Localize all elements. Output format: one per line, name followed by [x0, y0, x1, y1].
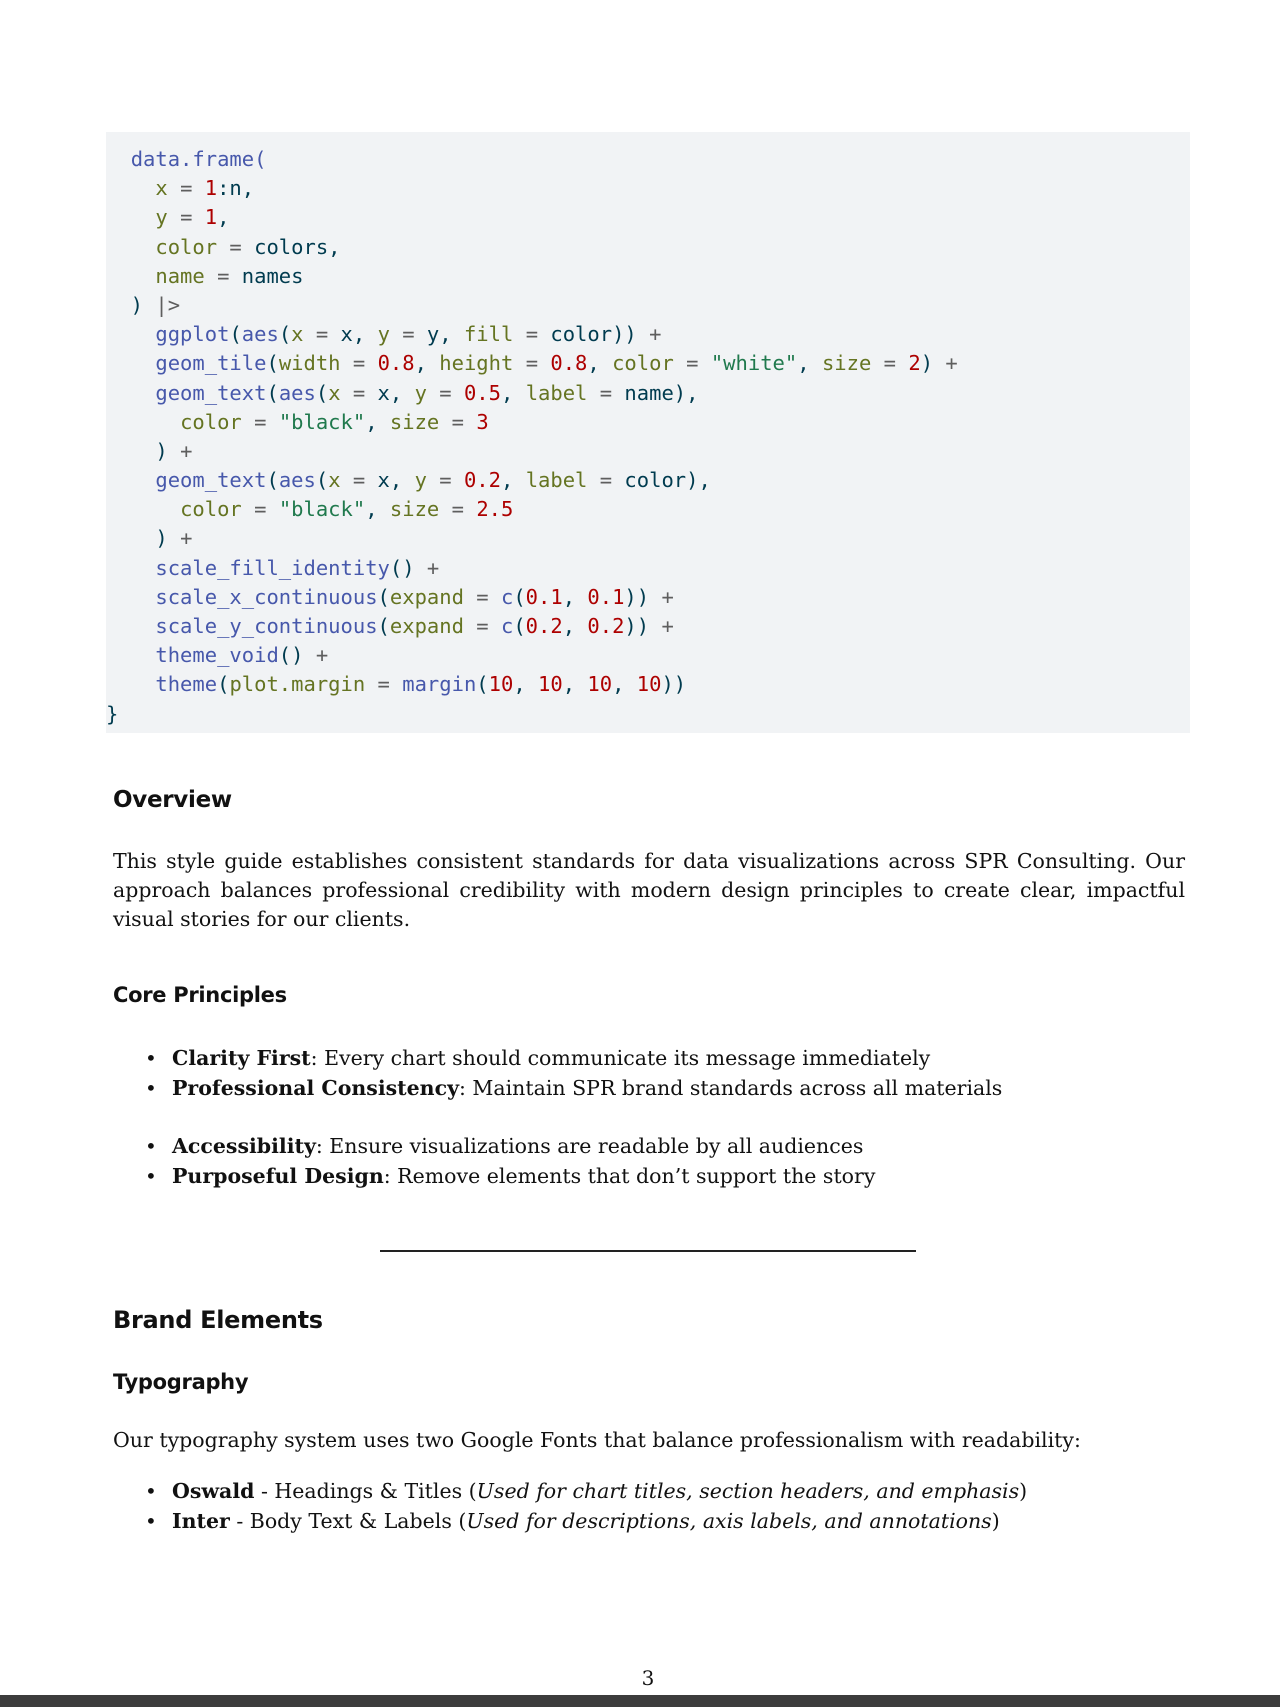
code-token: color),	[612, 468, 711, 493]
code-token: (	[513, 614, 526, 638]
code-token	[106, 614, 155, 638]
code-token: x	[328, 380, 353, 405]
code-token: color	[612, 351, 687, 376]
code-token: |>	[155, 292, 181, 317]
code-token	[106, 410, 180, 434]
code-token: expand	[389, 584, 477, 609]
font-name: Inter	[172, 1508, 230, 1533]
code-token: aes	[278, 468, 316, 493]
code-token: +	[649, 322, 662, 347]
page-number: 3	[641, 1666, 655, 1690]
code-token: ,	[414, 351, 440, 376]
code-token: geom_tile	[155, 351, 267, 376]
list-item	[145, 1132, 1185, 1162]
code-token: =	[451, 409, 464, 434]
list-item	[145, 1162, 1185, 1192]
code-token: y,	[414, 322, 464, 347]
code-token: c	[500, 614, 514, 638]
font-usage: Used for chart titles, section headers, and emphasis	[476, 1479, 1020, 1503]
bullet: •	[145, 1163, 157, 1188]
core-principles-heading: Core Principles	[113, 983, 287, 1007]
font-role: - Body Text & Labels (	[229, 1508, 467, 1533]
code-token: (	[266, 468, 279, 493]
code-token	[106, 468, 155, 492]
typography-heading: Typography	[113, 1370, 249, 1394]
code-token: scale_x_continuous	[155, 584, 378, 609]
code-block	[106, 132, 1190, 733]
code-token: geom_text	[155, 468, 267, 493]
code-token: +	[315, 643, 329, 668]
code-token	[489, 585, 501, 609]
code-token: +	[426, 555, 440, 580]
code-token: scale_y_continuous	[155, 614, 378, 638]
code-token: 3	[476, 409, 489, 434]
brand-elements-heading: Brand Elements	[113, 1306, 323, 1334]
code-token: :n,	[217, 176, 255, 201]
code-token: +	[180, 526, 193, 551]
code-line	[106, 583, 958, 612]
code-token: (	[513, 584, 526, 609]
code-token: =	[180, 205, 193, 230]
code-token: x	[106, 176, 181, 201]
code-token: =	[352, 351, 366, 376]
font-role: - Headings & Titles (	[254, 1479, 477, 1503]
code-token: )	[920, 351, 946, 376]
code-token	[452, 381, 464, 405]
code-token: =	[217, 263, 230, 288]
code-line	[106, 379, 958, 408]
code-token: 0.8	[377, 351, 415, 376]
code-line	[106, 145, 958, 174]
bullet: •	[145, 1046, 157, 1070]
code-token: +	[661, 614, 674, 638]
code-token	[699, 351, 711, 375]
principle-description: : Maintain SPR brand standards across all materials	[458, 1075, 1003, 1100]
code-token: y	[414, 380, 440, 405]
code-token: =	[476, 614, 489, 638]
code-token: ()	[278, 643, 316, 668]
code-line	[106, 408, 958, 437]
code-token: )	[106, 292, 156, 317]
code-token: (	[229, 322, 242, 347]
code-token: ,	[587, 351, 613, 376]
code-token: ggplot	[155, 322, 230, 347]
code-token	[106, 351, 155, 375]
list-item	[145, 1477, 1185, 1507]
code-line	[106, 320, 958, 349]
code-token: scale_fill_identity	[155, 555, 390, 580]
code-token: label	[525, 380, 600, 405]
code-token: names	[229, 263, 304, 288]
code-token: ,	[513, 672, 539, 697]
code-token: ,	[562, 584, 588, 609]
code-token: 10	[636, 672, 662, 697]
code-token: fill	[463, 322, 526, 347]
principle-term: Purposeful Design	[172, 1163, 384, 1188]
code-token: 10	[587, 672, 613, 697]
code-line	[106, 612, 958, 641]
code-token: size	[821, 351, 884, 376]
code-token	[452, 468, 464, 492]
code-token: x	[291, 322, 316, 347]
code-token	[192, 176, 204, 200]
code-token: ))	[661, 672, 687, 697]
code-token: expand	[389, 614, 477, 638]
code-token: ,	[562, 672, 588, 697]
code-token: =	[439, 380, 452, 405]
code-line	[106, 291, 958, 320]
code-token: =	[229, 234, 242, 259]
code-line	[106, 233, 958, 262]
code-token: =	[352, 380, 366, 405]
principle-term: Accessibility	[172, 1134, 316, 1158]
principle-term: Professional Consistency	[172, 1075, 459, 1100]
code-token: (	[377, 584, 390, 609]
code-token: =	[686, 351, 699, 376]
code-token: (	[476, 672, 489, 697]
font-name: Oswald	[172, 1479, 255, 1503]
code-token: x	[328, 468, 353, 493]
code-token: ,	[217, 205, 230, 230]
code-token	[489, 614, 501, 638]
viewer-bottom-bar	[0, 1695, 1280, 1707]
code-token: (	[266, 351, 279, 376]
code-token	[464, 410, 476, 434]
code-token	[106, 497, 180, 521]
bullet: •	[145, 1134, 157, 1158]
code-token: ,	[612, 672, 637, 697]
code-token: 1	[204, 205, 218, 230]
code-token: name	[106, 263, 218, 288]
code-token: color	[180, 497, 255, 522]
code-token: margin	[402, 672, 477, 697]
code-token: "black"	[278, 409, 366, 434]
code-token	[464, 497, 476, 521]
principle-description: : Remove elements that don’t support the story	[383, 1163, 876, 1188]
code-token: (	[315, 380, 329, 405]
code-token: =	[525, 351, 539, 376]
code-token: )	[106, 526, 181, 551]
code-token	[896, 351, 908, 375]
code-token	[106, 585, 155, 609]
code-token: }	[106, 701, 119, 726]
code-token: 2	[908, 351, 921, 376]
code-token	[538, 351, 550, 375]
code-token: ))	[624, 584, 662, 609]
font-usage-close: )	[1019, 1479, 1028, 1503]
code-token: x,	[365, 380, 415, 405]
list-item	[145, 1044, 1185, 1074]
code-token: 10	[488, 672, 514, 697]
code-token: aes	[278, 380, 316, 405]
code-token: name),	[612, 380, 699, 405]
code-token: (	[278, 322, 292, 347]
typography-intro: Our typography system uses two Google Fonts that balance professionalism with readability:	[113, 1428, 1081, 1452]
code-token: 0.5	[463, 380, 501, 405]
code-token: =	[254, 409, 267, 434]
code-token	[192, 205, 204, 229]
code-line	[106, 437, 958, 466]
code-token: =	[476, 584, 489, 609]
code-token: y	[414, 468, 440, 493]
code-token: =	[315, 322, 329, 347]
code-token: "white"	[710, 351, 798, 376]
core-principles-list-b	[145, 1132, 1185, 1191]
code-token: ))	[624, 614, 662, 638]
core-principles-list-a	[145, 1044, 1185, 1103]
code-token: ,	[501, 468, 526, 493]
code-line	[106, 554, 958, 583]
overview-paragraph: This style guide establishes consistent standards for data visualizations across SPR Consulting. Our approach balances professional credibility with modern design principles to create clear, impactful visual stories for our clients.	[113, 849, 1185, 931]
code-token: x,	[365, 468, 415, 493]
list-item	[145, 1507, 1185, 1537]
code-token: plot.margin	[229, 672, 378, 697]
code-token: +	[945, 351, 958, 376]
code-token: c	[500, 584, 514, 609]
code-token: y	[106, 205, 181, 230]
code-token: =	[599, 468, 613, 493]
principle-description: : Ensure visualizations are readable by all audiences	[315, 1134, 864, 1158]
code-token: (	[266, 380, 279, 405]
code-token: +	[661, 584, 674, 609]
code-line	[106, 262, 958, 291]
code-token: width	[278, 351, 353, 376]
code-token: ,	[365, 409, 390, 434]
code-token: theme_void	[155, 643, 279, 668]
code-token: ,	[562, 614, 588, 638]
code-token: y	[377, 322, 403, 347]
code-line	[106, 349, 958, 378]
code-token: =	[180, 176, 193, 201]
code-token: color	[180, 409, 255, 434]
code-token: size	[389, 497, 452, 522]
principle-term: Clarity First	[172, 1046, 311, 1070]
code-token: =	[883, 351, 896, 376]
code-token	[106, 147, 131, 171]
code-token	[266, 410, 278, 434]
code-token: =	[402, 322, 415, 347]
code-line	[106, 174, 958, 203]
code-token	[106, 643, 155, 667]
code-token: theme	[155, 672, 218, 697]
code-line	[106, 466, 958, 495]
code-token	[106, 672, 155, 696]
code-token	[365, 351, 377, 375]
code-token: size	[389, 409, 452, 434]
horizontal-rule	[380, 1250, 916, 1252]
code-token: label	[525, 468, 600, 493]
code-line	[106, 203, 958, 232]
typography-list	[145, 1477, 1185, 1536]
code-token: color	[106, 234, 230, 259]
code-token: =	[439, 468, 452, 493]
code-token: 0.2	[525, 614, 563, 638]
code-token: 1	[204, 176, 218, 201]
code-token: aes	[241, 322, 279, 347]
code-token: color))	[538, 322, 650, 347]
code-token: ,	[365, 497, 390, 522]
code-token: =	[254, 497, 267, 522]
code-line	[106, 524, 958, 553]
code-token	[106, 381, 155, 405]
code-token: =	[525, 322, 539, 347]
code-text	[106, 145, 958, 729]
code-token: ,	[501, 380, 526, 405]
list-item	[145, 1074, 1185, 1104]
code-token: 0.1	[587, 584, 625, 609]
code-token	[266, 497, 278, 521]
principle-description: : Every chart should communicate its message immediately	[310, 1046, 931, 1070]
font-usage: Used for descriptions, axis labels, and annotations	[466, 1508, 992, 1533]
code-token: 2.5	[476, 497, 514, 522]
code-token: (	[315, 468, 329, 493]
code-token: geom_text	[155, 380, 267, 405]
code-token: (	[217, 672, 230, 697]
code-token	[106, 556, 155, 580]
code-token: "black"	[278, 497, 366, 522]
code-line	[106, 495, 958, 524]
code-token: 10	[538, 672, 563, 697]
code-token: colors,	[241, 234, 341, 259]
code-token: ,	[797, 351, 822, 376]
code-token: =	[451, 497, 464, 522]
code-token: 0.2	[587, 614, 625, 638]
code-line	[106, 641, 958, 670]
font-usage-close: )	[991, 1508, 1000, 1533]
code-token: x,	[328, 322, 378, 347]
code-token	[390, 672, 402, 696]
bullet: •	[145, 1508, 157, 1533]
code-token: =	[352, 468, 366, 493]
code-line	[106, 670, 958, 699]
code-token: ()	[389, 555, 427, 580]
code-token: height	[439, 351, 526, 376]
code-line	[106, 700, 958, 729]
overview-heading: Overview	[113, 787, 232, 813]
code-token: )	[106, 438, 181, 463]
code-token: 0.8	[550, 351, 588, 376]
code-token: =	[377, 672, 390, 697]
bullet: •	[145, 1479, 157, 1503]
code-token: +	[180, 438, 193, 463]
code-token: (	[377, 614, 390, 638]
code-token: 0.1	[525, 584, 563, 609]
code-token: =	[599, 380, 613, 405]
code-token	[106, 322, 155, 346]
code-token: 0.2	[463, 468, 501, 493]
code-token: data.frame(	[130, 147, 267, 171]
bullet: •	[145, 1075, 157, 1100]
